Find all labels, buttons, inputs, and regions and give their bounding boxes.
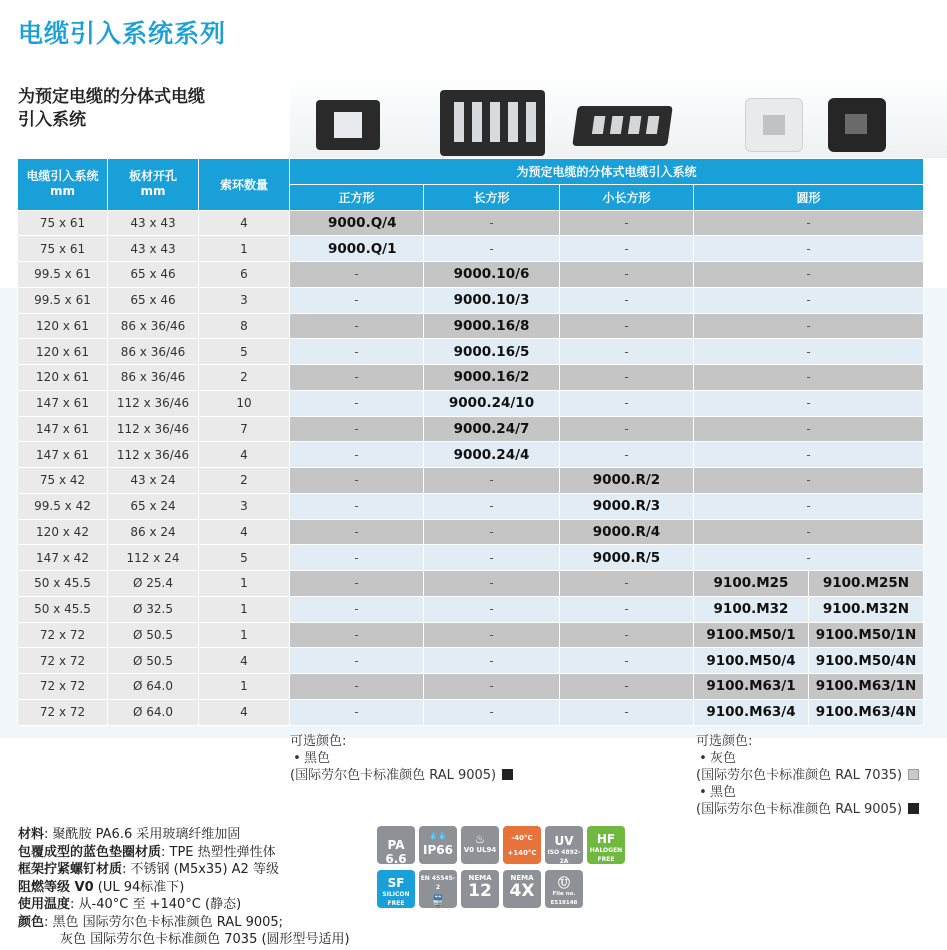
cell-round-gray: 9100.M50/1 — [694, 622, 809, 648]
table-row — [18, 493, 924, 519]
cell-cutout: 43 x 43 — [108, 236, 199, 262]
cell-small-rect: 9000.R/4 — [560, 519, 694, 545]
cell-cable-entry: 75 x 61 — [18, 210, 108, 236]
cell-small-rect: - — [560, 339, 694, 365]
cell-small-rect: - — [560, 674, 694, 700]
cell-small-rect: - — [560, 262, 694, 288]
cell-square: - — [290, 442, 424, 468]
header-group: 为预定电缆的分体式电缆引入系统 — [290, 159, 924, 185]
certification-icons — [377, 826, 627, 944]
table-row — [18, 699, 924, 725]
product-round-gray — [745, 98, 803, 152]
cell-grommet-count: 2 — [199, 365, 290, 391]
color-options-right: 可选颜色: • 灰色 (国际劳尔色卡标准颜色 RAL 7035) • 黑色 (国际劳尔色卡标准颜色 RAL 9005) — [696, 733, 919, 818]
cell-square: 9000.Q/1 — [290, 236, 424, 262]
table-row — [18, 416, 924, 442]
cell-round: - — [694, 493, 924, 519]
cell-cable-entry: 72 x 72 — [18, 622, 108, 648]
cell-grommet-count: 4 — [199, 519, 290, 545]
spec-line: 框架拧紧螺钉材质: 不锈钢 (M5x35) A2 等级 — [18, 862, 279, 877]
pa66-icon: PA 6.6 — [377, 826, 415, 864]
cell-small-rect: - — [560, 365, 694, 391]
cell-cutout: Ø 50.5 — [108, 648, 199, 674]
cell-rect: 9000.24/7 — [424, 416, 560, 442]
cell-round: - — [694, 390, 924, 416]
cell-cutout: 86 x 24 — [108, 519, 199, 545]
table-row — [18, 674, 924, 700]
table-row — [18, 596, 924, 622]
table-row — [18, 571, 924, 597]
cell-square: - — [290, 674, 424, 700]
cell-rect: 9000.10/3 — [424, 287, 560, 313]
cell-square: - — [290, 571, 424, 597]
cell-cable-entry: 75 x 42 — [18, 468, 108, 494]
cell-cable-entry: 75 x 61 — [18, 236, 108, 262]
table-row — [18, 390, 924, 416]
cell-square: - — [290, 262, 424, 288]
cell-small-rect: 9000.R/2 — [560, 468, 694, 494]
table-row — [18, 622, 924, 648]
cell-cutout: Ø 50.5 — [108, 622, 199, 648]
cell-square: - — [290, 622, 424, 648]
spec-line: 使用温度: 从-40°C 至 +140°C (静态) — [18, 897, 242, 912]
cell-square: - — [290, 545, 424, 571]
header-rect: 长方形 — [424, 184, 560, 210]
material-specs — [18, 826, 350, 949]
table-row — [18, 210, 924, 236]
spec-table — [17, 158, 924, 726]
cell-small-rect: - — [560, 416, 694, 442]
cell-cutout: 112 x 36/46 — [108, 390, 199, 416]
cell-cable-entry: 120 x 61 — [18, 313, 108, 339]
cell-round: - — [694, 313, 924, 339]
cell-cable-entry: 50 x 45.5 — [18, 571, 108, 597]
cell-small-rect: 9000.R/3 — [560, 493, 694, 519]
product-rect-frame — [440, 90, 545, 156]
color-options-left: 可选颜色: • 黑色 (国际劳尔色卡标准颜色 RAL 9005) — [290, 733, 513, 784]
cell-square: - — [290, 493, 424, 519]
cell-small-rect: - — [560, 648, 694, 674]
spec-line: 颜色: 黑色 国际劳尔色卡标准颜色 RAL 9005; — [18, 914, 284, 930]
cell-cutout: 43 x 24 — [108, 468, 199, 494]
cell-rect: 9000.16/8 — [424, 313, 560, 339]
cell-round: - — [694, 442, 924, 468]
cell-grommet-count: 3 — [199, 287, 290, 313]
spec-line: 阻燃等级 V0 (UL 94标准下) — [18, 879, 185, 895]
cell-rect: - — [424, 519, 560, 545]
cell-grommet-count: 7 — [199, 416, 290, 442]
nema4x-icon: NEMA 4X — [503, 870, 541, 908]
cell-grommet-count: 8 — [199, 313, 290, 339]
cell-round-gray: 9100.M50/4 — [694, 648, 809, 674]
cell-small-rect: - — [560, 313, 694, 339]
cell-cutout: 65 x 24 — [108, 493, 199, 519]
cell-rect: 9000.24/10 — [424, 390, 560, 416]
cell-grommet-count: 3 — [199, 493, 290, 519]
cell-round: - — [694, 262, 924, 288]
cell-cutout: Ø 64.0 — [108, 699, 199, 725]
cell-round: - — [694, 468, 924, 494]
cell-cable-entry: 72 x 72 — [18, 674, 108, 700]
cell-square: - — [290, 416, 424, 442]
header-grommet-count: 索环数量 — [199, 159, 290, 211]
cell-grommet-count: 10 — [199, 390, 290, 416]
cell-rect: - — [424, 674, 560, 700]
cell-rect: - — [424, 545, 560, 571]
cell-grommet-count: 5 — [199, 545, 290, 571]
cell-round-black: 9100.M50/4N — [809, 648, 924, 674]
cell-rect: 9000.16/5 — [424, 339, 560, 365]
cell-square: - — [290, 390, 424, 416]
cell-grommet-count: 1 — [199, 596, 290, 622]
uv-icon: UV ISO 4892-2A — [545, 826, 583, 864]
table-row — [18, 287, 924, 313]
cell-round-black: 9100.M50/1N — [809, 622, 924, 648]
table-row — [18, 442, 924, 468]
cell-small-rect: - — [560, 622, 694, 648]
cell-small-rect: - — [560, 210, 694, 236]
page-title: 电缆引入系统系列 — [18, 19, 227, 48]
header-square: 正方形 — [290, 184, 424, 210]
nema12-icon: NEMA 12 — [461, 870, 499, 908]
cell-grommet-count: 1 — [199, 622, 290, 648]
table-row — [18, 468, 924, 494]
cell-square: - — [290, 648, 424, 674]
cell-small-rect: - — [560, 236, 694, 262]
cell-round: - — [694, 287, 924, 313]
cell-rect: 9000.16/2 — [424, 365, 560, 391]
cell-cutout: 65 x 46 — [108, 262, 199, 288]
cell-rect: - — [424, 210, 560, 236]
spec-line: 灰色 国际劳尔色卡标准颜色 7035 (圆形型号适用) — [60, 932, 350, 947]
cell-cable-entry: 147 x 61 — [18, 442, 108, 468]
cell-grommet-count: 2 — [199, 468, 290, 494]
cell-rect: 9000.10/6 — [424, 262, 560, 288]
flame-v0-icon: ♨ V0 UL94 — [461, 826, 499, 864]
cell-grommet-count: 1 — [199, 571, 290, 597]
cell-rect: - — [424, 493, 560, 519]
table-row — [18, 262, 924, 288]
cell-rect: - — [424, 596, 560, 622]
header-round: 圆形 — [694, 184, 924, 210]
cell-round-gray: 9100.M63/1 — [694, 674, 809, 700]
spec-line: 材料: 聚酰胺 PA6.6 采用玻璃纤维加固 — [18, 827, 241, 842]
cell-small-rect: - — [560, 596, 694, 622]
cell-square: - — [290, 287, 424, 313]
cell-rect: - — [424, 571, 560, 597]
product-small-rect-frame — [572, 106, 673, 146]
halogen-free-icon: HF HALOGEN FREE — [587, 826, 625, 864]
cell-grommet-count: 4 — [199, 210, 290, 236]
cell-cutout: Ø 64.0 — [108, 674, 199, 700]
header-cable-entry: 电缆引入系统 mm — [18, 159, 108, 211]
cell-grommet-count: 4 — [199, 648, 290, 674]
product-square-frame — [316, 100, 380, 150]
table-row — [18, 236, 924, 262]
cell-square: - — [290, 519, 424, 545]
table-body — [18, 210, 924, 725]
cell-small-rect: - — [560, 287, 694, 313]
cell-round: - — [694, 545, 924, 571]
cell-round: - — [694, 519, 924, 545]
cell-cable-entry: 99.5 x 42 — [18, 493, 108, 519]
cell-cable-entry: 120 x 42 — [18, 519, 108, 545]
black-swatch — [908, 803, 919, 814]
cell-small-rect: 9000.R/5 — [560, 545, 694, 571]
cell-cable-entry: 99.5 x 61 — [18, 262, 108, 288]
cell-cutout: 86 x 36/46 — [108, 313, 199, 339]
cell-round: - — [694, 339, 924, 365]
section-subtitle: 为预定电缆的分体式电缆引入系统 — [18, 87, 205, 130]
cell-cutout: 112 x 24 — [108, 545, 199, 571]
header-cutout: 板材开孔 mm — [108, 159, 199, 211]
cell-cutout: Ø 25.4 — [108, 571, 199, 597]
table-row — [18, 313, 924, 339]
cell-grommet-count: 6 — [199, 262, 290, 288]
cell-cutout: 86 x 36/46 — [108, 365, 199, 391]
cell-rect: - — [424, 236, 560, 262]
header-small-rect: 小长方形 — [560, 184, 694, 210]
cell-small-rect: - — [560, 571, 694, 597]
cell-rect: - — [424, 648, 560, 674]
cell-round-gray: 9100.M63/4 — [694, 699, 809, 725]
cell-cutout: 112 x 36/46 — [108, 442, 199, 468]
black-swatch — [502, 769, 513, 780]
cell-square: - — [290, 468, 424, 494]
cell-cable-entry: 50 x 45.5 — [18, 596, 108, 622]
cell-square: - — [290, 365, 424, 391]
table-row — [18, 519, 924, 545]
cell-rect: 9000.24/4 — [424, 442, 560, 468]
gray-swatch — [908, 769, 919, 780]
table-row — [18, 545, 924, 571]
cell-cutout: 112 x 36/46 — [108, 416, 199, 442]
cell-grommet-count: 4 — [199, 442, 290, 468]
cell-cable-entry: 147 x 42 — [18, 545, 108, 571]
cell-round: - — [694, 365, 924, 391]
cell-square: - — [290, 339, 424, 365]
cell-square: - — [290, 699, 424, 725]
table-row — [18, 339, 924, 365]
cell-cable-entry: 72 x 72 — [18, 699, 108, 725]
cell-rect: - — [424, 622, 560, 648]
ip66-icon: 💧💧 IP66 — [419, 826, 457, 864]
cell-grommet-count: 5 — [199, 339, 290, 365]
cell-round-black: 9100.M32N — [809, 596, 924, 622]
cell-square: - — [290, 596, 424, 622]
cell-small-rect: - — [560, 390, 694, 416]
table-row — [18, 648, 924, 674]
cell-cable-entry: 72 x 72 — [18, 648, 108, 674]
cell-cutout: 43 x 43 — [108, 210, 199, 236]
cell-round: - — [694, 236, 924, 262]
spec-line: 包覆成型的蓝色垫圈材质: TPE 热塑性弹性体 — [18, 844, 276, 860]
cell-cable-entry: 147 x 61 — [18, 390, 108, 416]
cell-cutout: Ø 32.5 — [108, 596, 199, 622]
cell-cable-entry: 120 x 61 — [18, 339, 108, 365]
ul-listed-icon: Ⓤ File no. E519148 — [545, 870, 583, 908]
cell-small-rect: - — [560, 442, 694, 468]
cell-grommet-count: 1 — [199, 674, 290, 700]
cell-cutout: 65 x 46 — [108, 287, 199, 313]
cell-grommet-count: 1 — [199, 236, 290, 262]
cell-round: - — [694, 416, 924, 442]
cell-square: 9000.Q/4 — [290, 210, 424, 236]
train-en45545-icon: EN 45545-2 🚆 — [419, 870, 457, 908]
cell-round-gray: 9100.M32 — [694, 596, 809, 622]
table-row — [18, 365, 924, 391]
product-photos — [290, 76, 947, 158]
cell-round-black: 9100.M63/1N — [809, 674, 924, 700]
silicon-free-icon: SF SILICON FREE — [377, 870, 415, 908]
cell-small-rect: - — [560, 699, 694, 725]
cell-cable-entry: 120 x 61 — [18, 365, 108, 391]
cell-square: - — [290, 313, 424, 339]
cell-round-gray: 9100.M25 — [694, 571, 809, 597]
cell-round-black: 9100.M25N — [809, 571, 924, 597]
temperature-icon: -40°C +140°C — [503, 826, 541, 864]
cell-cutout: 86 x 36/46 — [108, 339, 199, 365]
product-round-black — [828, 98, 886, 152]
cell-cable-entry: 99.5 x 61 — [18, 287, 108, 313]
cell-rect: - — [424, 468, 560, 494]
cell-cable-entry: 147 x 61 — [18, 416, 108, 442]
cell-round: - — [694, 210, 924, 236]
cell-rect: - — [424, 699, 560, 725]
cell-grommet-count: 4 — [199, 699, 290, 725]
cell-round-black: 9100.M63/4N — [809, 699, 924, 725]
